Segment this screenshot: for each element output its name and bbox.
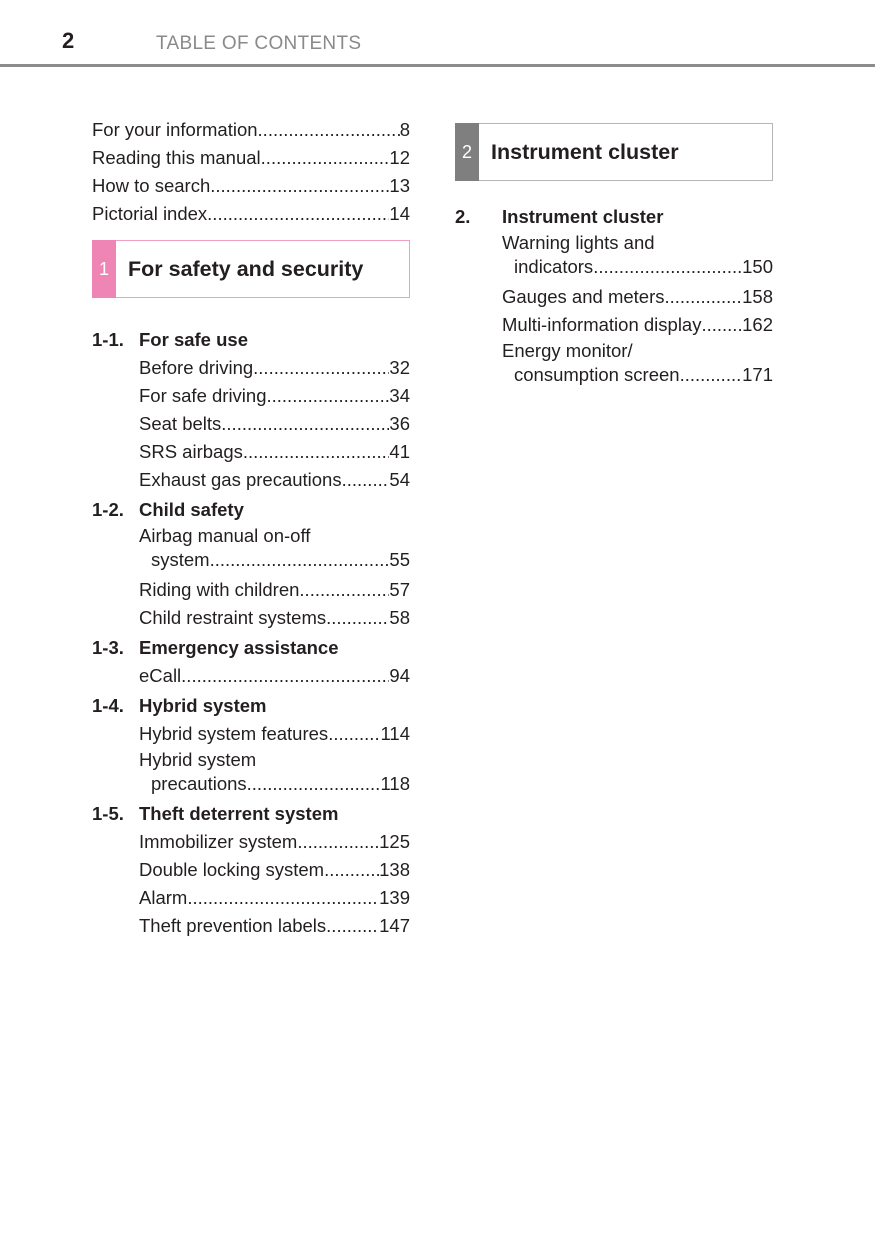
group-heading[interactable] <box>92 692 410 720</box>
group-title: For safe use <box>139 329 248 350</box>
toc-entry-page: 34 <box>389 385 410 406</box>
dot-leader <box>187 884 379 912</box>
toc-left-column <box>92 116 410 940</box>
toc-entry[interactable] <box>92 524 410 572</box>
dot-leader <box>181 662 389 690</box>
toc-entry-label: indicators <box>514 256 594 277</box>
group-title: Theft deterrent system <box>139 803 339 824</box>
header-divider <box>0 64 875 67</box>
toc-entry-page: 150 <box>742 256 773 277</box>
toc-entry-label: Multi-information display <box>502 314 702 335</box>
dot-leader <box>326 604 389 632</box>
toc-entry-page: 12 <box>389 147 410 168</box>
toc-entry-label-line1: Hybrid system <box>139 749 257 770</box>
toc-entry[interactable] <box>92 662 410 690</box>
toc-entry-page: 8 <box>399 119 410 140</box>
dot-leader <box>253 354 389 382</box>
dot-leader <box>207 200 389 228</box>
toc-entry[interactable] <box>92 576 410 604</box>
toc-entry-label: Gauges and meters <box>502 286 665 307</box>
section-1-heading[interactable] <box>92 240 410 298</box>
toc-entry-label: SRS airbags <box>139 441 243 462</box>
group-number: 1-1. <box>92 329 124 350</box>
dot-leader <box>221 410 389 438</box>
dot-leader <box>328 720 380 748</box>
section-2-number-tab: 2 <box>455 123 479 181</box>
toc-group-1-3 <box>92 634 410 690</box>
toc-entry[interactable] <box>92 720 410 748</box>
dot-leader <box>210 172 389 200</box>
toc-entry-page: 14 <box>389 203 410 224</box>
toc-entry-label: Child restraint systems <box>139 607 327 628</box>
toc-entry[interactable] <box>92 748 410 796</box>
toc-entry-label: For safe driving <box>139 385 267 406</box>
group-number: 1-3. <box>92 637 124 658</box>
toc-entry-page: 41 <box>389 441 410 462</box>
toc-entry-label: Pictorial index <box>92 203 208 224</box>
dot-leader <box>243 438 390 466</box>
toc-entry-label-line1: Energy monitor/ <box>502 340 633 361</box>
toc-entry-label: consumption screen <box>514 364 680 385</box>
toc-entry-label: Before driving <box>139 357 254 378</box>
group-title: Instrument cluster <box>502 206 664 227</box>
toc-entry-label: Theft prevention labels <box>139 915 327 936</box>
dot-leader <box>664 283 742 311</box>
toc-entry[interactable] <box>455 339 773 387</box>
toc-right-column <box>455 123 773 391</box>
toc-entry[interactable] <box>455 311 773 339</box>
toc-entry-page: 118 <box>380 773 410 794</box>
toc-entry-line2 <box>92 772 410 796</box>
toc-entry-page: 139 <box>379 887 410 908</box>
section-2-title: Instrument cluster <box>491 139 679 164</box>
toc-entry[interactable] <box>92 912 410 940</box>
toc-entry[interactable] <box>92 354 410 382</box>
toc-entry[interactable] <box>92 410 410 438</box>
group-title: Child safety <box>139 499 244 520</box>
toc-entry-page: 158 <box>742 286 773 307</box>
toc-entry-line2 <box>455 363 773 387</box>
toc-entry-page: 171 <box>742 364 773 385</box>
dot-leader <box>680 363 743 387</box>
dot-leader <box>261 144 390 172</box>
toc-entry-label: Riding with children <box>139 579 300 600</box>
toc-entry-page: 57 <box>389 579 410 600</box>
toc-entry-line2 <box>455 255 773 279</box>
page-header <box>0 0 875 68</box>
section-2-heading[interactable] <box>455 123 773 181</box>
toc-entry-how-to-search[interactable] <box>92 172 410 200</box>
dot-leader <box>297 828 379 856</box>
toc-entry[interactable] <box>92 884 410 912</box>
toc-entry-reading-this-manual[interactable] <box>92 144 410 172</box>
toc-entry[interactable] <box>455 283 773 311</box>
toc-entry-page: 54 <box>389 469 410 490</box>
toc-entry-page: 13 <box>389 175 410 196</box>
toc-entry[interactable] <box>92 604 410 632</box>
toc-entry[interactable] <box>92 438 410 466</box>
group-number: 1-5. <box>92 803 124 824</box>
dot-leader <box>210 548 390 572</box>
group-heading[interactable] <box>92 634 410 662</box>
group-number: 2. <box>455 206 471 227</box>
toc-group-1-2 <box>92 496 410 632</box>
toc-entry-page: 55 <box>389 549 410 570</box>
dot-leader <box>299 576 389 604</box>
toc-entry-label: precautions <box>151 773 247 794</box>
toc-entry[interactable] <box>92 382 410 410</box>
toc-group-2 <box>455 203 773 387</box>
toc-entry-page: 162 <box>742 314 773 335</box>
dot-leader <box>324 856 379 884</box>
page-number: 2 <box>62 28 75 53</box>
dot-leader <box>342 466 390 494</box>
group-heading[interactable] <box>92 496 410 524</box>
toc-entry-label: For your information <box>92 119 258 140</box>
dot-leader <box>247 772 381 796</box>
toc-group-1-1 <box>92 326 410 494</box>
toc-entry-for-your-information[interactable] <box>92 116 410 144</box>
toc-entry-pictorial-index[interactable] <box>92 200 410 228</box>
toc-group-1-4 <box>92 692 410 796</box>
toc-entry-label: Exhaust gas precautions <box>139 469 342 490</box>
group-heading[interactable] <box>92 326 410 354</box>
toc-entry-line2 <box>92 548 410 572</box>
toc-entry-label-line1: Warning lights and <box>502 232 655 253</box>
toc-entry-label: Hybrid system features <box>139 723 329 744</box>
running-title: TABLE OF CONTENTS <box>156 33 362 54</box>
toc-entry-page: 94 <box>389 665 410 686</box>
section-1-number-tab: 1 <box>92 240 116 298</box>
toc-entry-page: 36 <box>389 413 410 434</box>
toc-entry[interactable] <box>92 466 410 494</box>
toc-entry-label-line1: Airbag manual on-off <box>139 525 311 546</box>
dot-leader <box>267 382 390 410</box>
group-heading[interactable] <box>455 203 773 231</box>
dot-leader <box>326 912 379 940</box>
dot-leader <box>701 311 742 339</box>
toc-entry-label: How to search <box>92 175 211 196</box>
toc-entry[interactable] <box>455 231 773 279</box>
toc-entry[interactable] <box>92 828 410 856</box>
dot-leader <box>258 116 400 144</box>
group-heading[interactable] <box>92 800 410 828</box>
group-number: 1-2. <box>92 499 124 520</box>
toc-entry-page: 125 <box>379 831 410 852</box>
toc-entry-label: Double locking system <box>139 859 325 880</box>
toc-entry-label: Immobilizer system <box>139 831 298 852</box>
toc-entry-page: 58 <box>389 607 410 628</box>
group-title: Hybrid system <box>139 695 267 716</box>
toc-entry-page: 32 <box>389 357 410 378</box>
group-number: 1-4. <box>92 695 124 716</box>
group-title: Emergency assistance <box>139 637 339 658</box>
toc-entry-page: 114 <box>380 723 410 744</box>
dot-leader <box>593 255 742 279</box>
toc-entry-label: system <box>151 549 210 570</box>
toc-entry-label: Alarm <box>139 887 188 908</box>
toc-entry-label: Reading this manual <box>92 147 261 168</box>
toc-group-1-5 <box>92 800 410 940</box>
toc-entry-page: 138 <box>379 859 410 880</box>
toc-entry[interactable] <box>92 856 410 884</box>
toc-entry-page: 147 <box>379 915 410 936</box>
section-1-title: For safety and security <box>128 256 364 281</box>
toc-entry-label: eCall <box>139 665 182 686</box>
toc-entry-label: Seat belts <box>139 413 222 434</box>
